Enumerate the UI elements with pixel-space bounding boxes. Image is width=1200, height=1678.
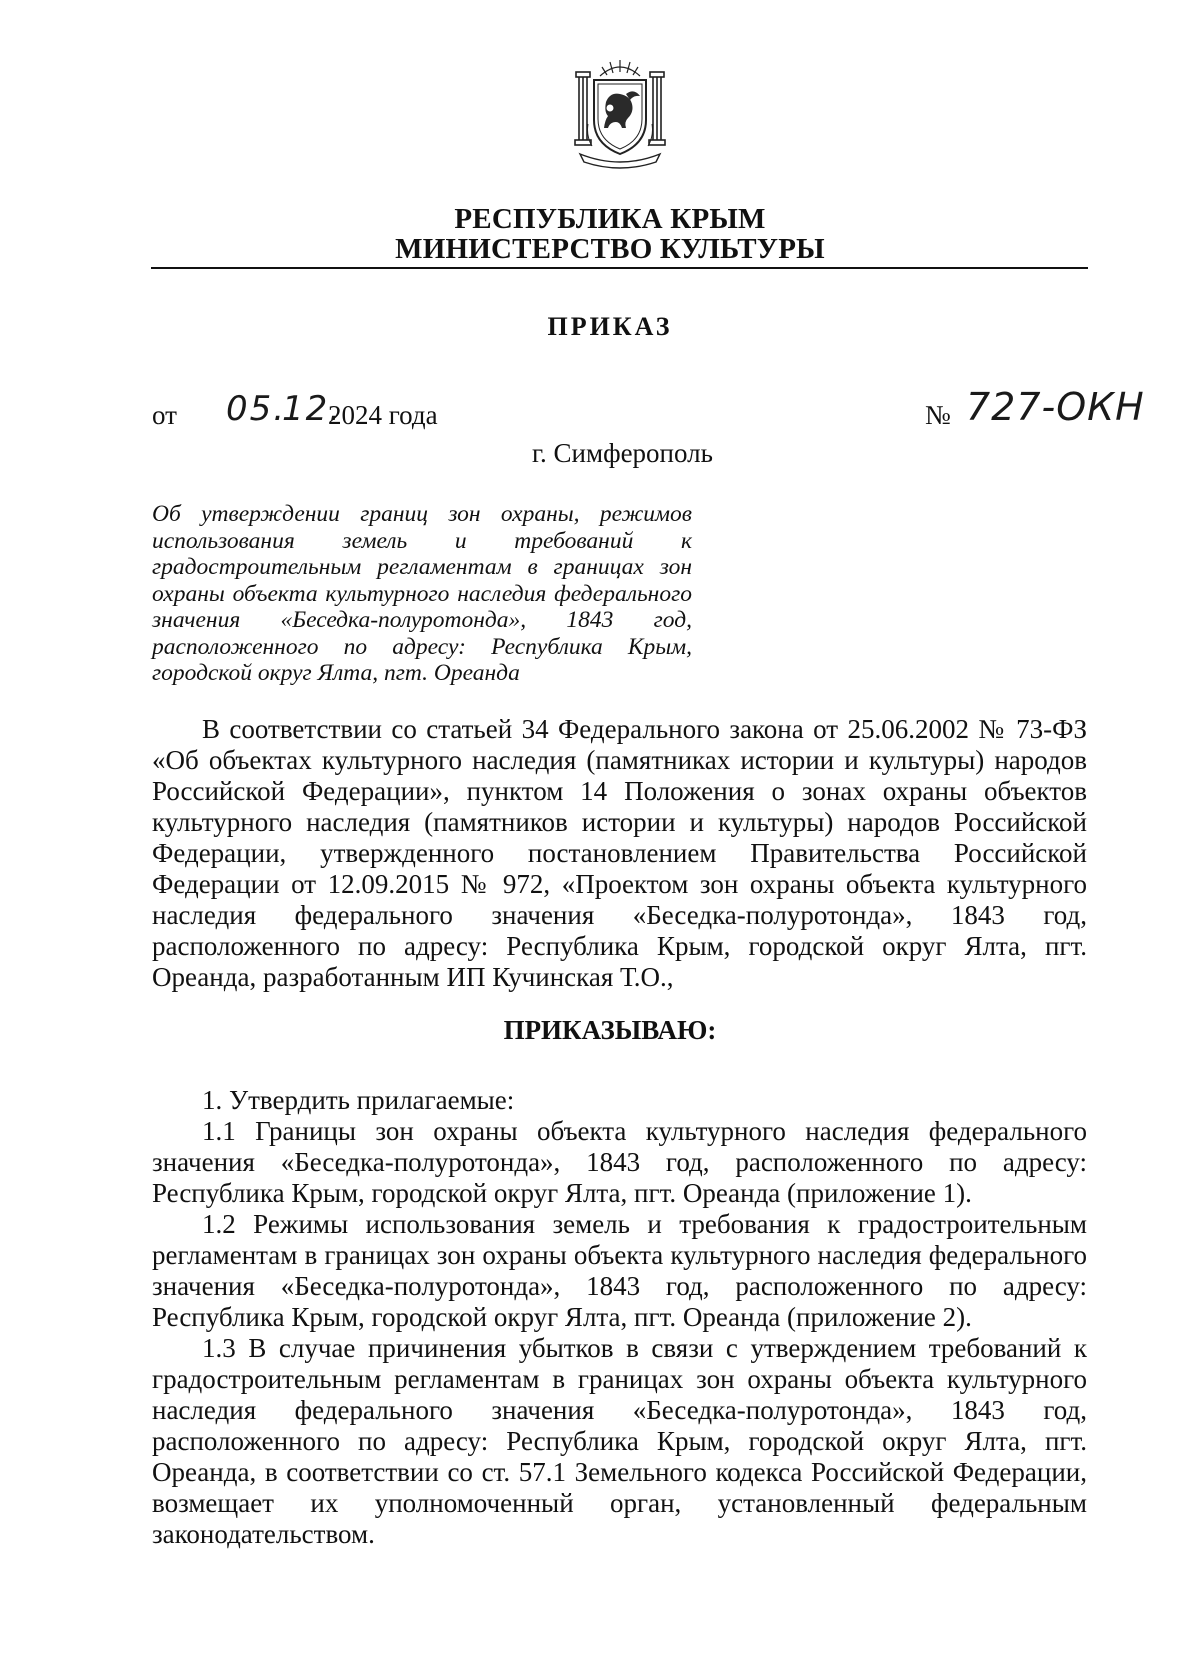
number-sign: № [925,400,951,430]
order-item: 1.1 Границы зон охраны объекта культурного наследия федерального значения «Беседка-полуротонда», 1843 год, расположенного по адресу: Республика Крым, городской округ Ялта, пгт. Ореанда (приложение 1). [152,1116,1087,1208]
order-item: 1.3 В случае причинения убытков в связи с утверждением требований к градостроительным регламентам в границах зон охраны объекта культурного наследия федерального значения «Беседка-полуротонда», 1843 год, расположенного по адресу: Республика Крым, городской округ Ялта, пгт. Ореанда, в соответствии со ст. 57.1 Земельного кодекса Российской Федерации, возмещает их уполномоченный орган, установленный федеральным законодательством. [152,1333,1087,1549]
order-subject: Об утверждении границ зон охраны, режимов использования земель и требований к градостроительным регламентам в границах зон охраны объекта культурного наследия федерального значения «Беседка-полуротонда», 1843 год, расположенного по адресу: Республика Крым, городской округ Ялта, пгт. Ореанда [152,501,692,686]
order-number-handwritten: 727-ОКН [966,385,1145,429]
order-item: 1. Утвердить прилагаемые: [202,1085,515,1115]
city-name: г. Симферополь [532,438,713,468]
date-year: 2024 года [328,400,438,430]
header-divider [151,267,1088,269]
preamble-paragraph: В соответствии со статьей 34 Федерального закона от 25.06.2002 № 73-ФЗ «Об объектах культурного наследия (памятниках истории и культуры) народов Российской Федерации», пунктом 14 Положения о зонах охраны объектов культурного наследия (памятников истории и культуры) народов Российской Федерации, утвержденного постановлением Правительства Российской Федерации от 12.09.2015 № 972, «Проектом зон охраны объекта культурного наследия федерального значения «Беседка-полуротонда», 1843 год, расположенного по адресу: Республика Крым, городской округ Ялта, пгт. Ореанда, разработанным ИП Кучинская Т.О., [152,714,1087,992]
crimea-coat-of-arms-icon [570,58,670,170]
ministry-title: МИНИСТЕРСТВО КУЛЬТУРЫ [395,233,825,265]
date-month-handwritten: 12. [282,389,343,429]
republic-title: РЕСПУБЛИКА КРЫМ [454,203,766,235]
date-prefix: от [152,400,177,430]
order-items [152,1085,1087,1550]
date-day-handwritten: 05. [226,389,287,429]
order-keyword: ПРИКАЗЫВАЮ: [503,1015,717,1045]
order-item: 1.2 Режимы использования земель и требования к градостроительным регламентам в границах зон охраны объекта культурного наследия федерального значения «Беседка-полуротонда», 1843 год, расположенного по адресу: Республика Крым, городской округ Ялта, пгт. Ореанда (приложение 2). [152,1209,1087,1332]
document-type-title: ПРИКАЗ [547,312,673,341]
